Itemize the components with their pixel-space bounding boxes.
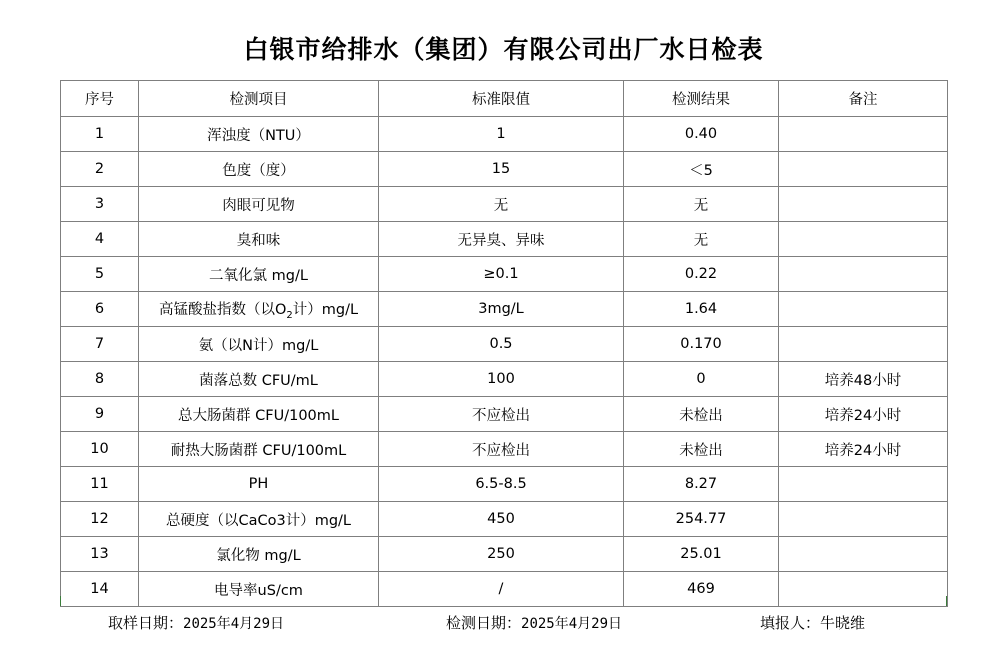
cell-index: 13 (61, 537, 139, 572)
cell-result: 0 (624, 362, 779, 397)
cell-item: 色度（度） (139, 152, 379, 187)
sampling-date-value: 2025年4月29日 (183, 616, 285, 632)
table-row (61, 502, 948, 537)
cell-note (779, 187, 948, 222)
table-row (61, 327, 948, 362)
reporter-value: 牛晓维 (820, 614, 866, 632)
cell-index: 7 (61, 327, 139, 362)
cell-limit: 6.5-8.5 (379, 467, 624, 502)
reporter-label: 填报人： (760, 614, 821, 632)
cell-note (779, 152, 948, 187)
cell-item: 氨（以N计）mg/L (139, 327, 379, 362)
cell-limit: 15 (379, 152, 624, 187)
page-title: 白银市给排水（集团）有限公司出厂水日检表 (243, 35, 764, 64)
cell-note: 培养24小时 (779, 432, 948, 467)
reporter (760, 612, 865, 633)
column-header-item: 检测项目 (139, 81, 379, 117)
table-row (61, 152, 948, 187)
cell-index: 12 (61, 502, 139, 537)
cell-note (779, 502, 948, 537)
cell-note (779, 257, 948, 292)
cell-limit: 不应检出 (379, 397, 624, 432)
cell-index: 1 (61, 117, 139, 152)
cell-index: 11 (61, 467, 139, 502)
test-date-value: 2025年4月29日 (521, 616, 623, 632)
table-header-row (61, 81, 948, 117)
cell-index: 3 (61, 187, 139, 222)
test-date (446, 612, 622, 633)
sampling-date (108, 612, 284, 633)
cell-item: 氯化物 mg/L (139, 537, 379, 572)
cell-note (779, 292, 948, 327)
cell-result: 8.27 (624, 467, 779, 502)
cell-note (779, 117, 948, 152)
table-row (61, 397, 948, 432)
cell-limit: ≥0.1 (379, 257, 624, 292)
cell-item: PH (139, 467, 379, 502)
cell-item: 耐热大肠菌群 CFU/100mL (139, 432, 379, 467)
column-header-index: 序号 (61, 81, 139, 117)
table-row (61, 117, 948, 152)
table-row (61, 432, 948, 467)
water-quality-report-table (60, 80, 948, 607)
cell-result: 未检出 (624, 397, 779, 432)
cell-result: 0.170 (624, 327, 779, 362)
cell-item: 总硬度（以CaCo3计）mg/L (139, 502, 379, 537)
cell-item: 二氧化氯 mg/L (139, 257, 379, 292)
cell-limit: 不应检出 (379, 432, 624, 467)
cell-item: 电导率uS/cm (139, 572, 379, 607)
cell-note: 培养48小时 (779, 362, 948, 397)
cell-result: ＜5 (624, 152, 779, 187)
sampling-date-label: 取样日期： (108, 614, 184, 632)
cell-result: 无 (624, 187, 779, 222)
cell-result: 0.40 (624, 117, 779, 152)
table-row (61, 292, 948, 327)
cell-limit: 250 (379, 537, 624, 572)
cell-index: 10 (61, 432, 139, 467)
column-header-limit: 标准限值 (379, 81, 624, 117)
cell-index: 6 (61, 292, 139, 327)
cell-result: 25.01 (624, 537, 779, 572)
report-footer (60, 604, 947, 644)
cell-note (779, 467, 948, 502)
cell-limit: / (379, 572, 624, 607)
table-row (61, 222, 948, 257)
cell-result: 0.22 (624, 257, 779, 292)
cell-note (779, 537, 948, 572)
table-row (61, 187, 948, 222)
cell-index: 14 (61, 572, 139, 607)
cell-result: 469 (624, 572, 779, 607)
cell-index: 9 (61, 397, 139, 432)
cell-limit: 无 (379, 187, 624, 222)
cell-item: 高锰酸盐指数（以$O_2$计）mg/L (139, 292, 379, 327)
table-row (61, 467, 948, 502)
cell-note: 培养24小时 (779, 397, 948, 432)
cell-item: 浑浊度（NTU） (139, 117, 379, 152)
cell-result: 未检出 (624, 432, 779, 467)
cell-item: 肉眼可见物 (139, 187, 379, 222)
column-header-result: 检测结果 (624, 81, 779, 117)
cell-limit: 1 (379, 117, 624, 152)
column-header-note: 备注 (779, 81, 948, 117)
cell-limit: 3mg/L (379, 292, 624, 327)
cell-result: 无 (624, 222, 779, 257)
cell-limit: 0.5 (379, 327, 624, 362)
test-date-label: 检测日期： (446, 614, 522, 632)
cell-item: 菌落总数 CFU/mL (139, 362, 379, 397)
cell-item: 臭和味 (139, 222, 379, 257)
cell-note (779, 327, 948, 362)
cell-index: 5 (61, 257, 139, 292)
cell-limit: 100 (379, 362, 624, 397)
cell-index: 4 (61, 222, 139, 257)
cell-limit: 无异臭、异味 (379, 222, 624, 257)
table-row (61, 362, 948, 397)
cell-note (779, 222, 948, 257)
table-row (61, 537, 948, 572)
cell-item: 总大肠菌群 CFU/100mL (139, 397, 379, 432)
cell-result: 1.64 (624, 292, 779, 327)
table-row (61, 572, 948, 607)
cell-note (779, 572, 948, 607)
table-row (61, 257, 948, 292)
cell-limit: 450 (379, 502, 624, 537)
cell-index: 8 (61, 362, 139, 397)
cell-result: 254.77 (624, 502, 779, 537)
cell-index: 2 (61, 152, 139, 187)
